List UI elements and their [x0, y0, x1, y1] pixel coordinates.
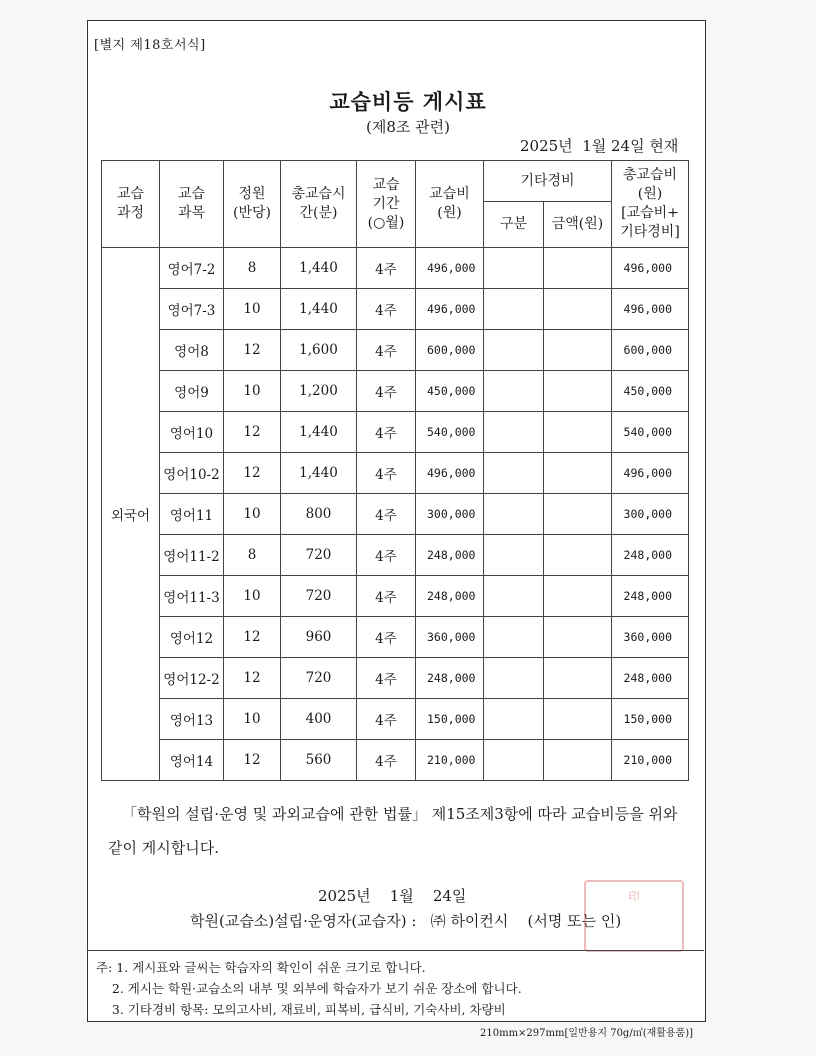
other-kind-cell: [484, 412, 544, 453]
total-fee-cell: 248,000: [612, 535, 689, 576]
fee-cell: 248,000: [416, 658, 484, 699]
other-amount-cell: [544, 494, 612, 535]
fee-cell: 210,000: [416, 740, 484, 781]
hours-cell: 720: [281, 658, 357, 699]
seal-glyph: 印: [628, 890, 640, 903]
table-row: [102, 740, 689, 781]
other-kind-cell: [484, 658, 544, 699]
page-subtitle: (제8조 관련): [366, 118, 450, 136]
period-cell: 4주: [357, 699, 416, 740]
table-row: [102, 453, 689, 494]
form-number: [별지 제18호서식]: [94, 38, 206, 53]
notice-text: 「학원의 설립·운영 및 과외교습에 관한 법률」 제15조제3항에 따라 교습비등을 위와 같이 게시합니다.: [108, 805, 678, 857]
period-cell: 4주: [357, 740, 416, 781]
table-row: [102, 576, 689, 617]
subject-cell: 영어8: [160, 330, 224, 371]
other-kind-cell: [484, 289, 544, 330]
other-amount-cell: [544, 453, 612, 494]
capacity-cell: 10: [224, 699, 281, 740]
header-period: 교습 기간 (○월): [357, 161, 416, 248]
other-kind-cell: [484, 330, 544, 371]
subject-cell: 영어12-2: [160, 658, 224, 699]
header-fee: 교습비 (원): [416, 161, 484, 248]
capacity-cell: 10: [224, 371, 281, 412]
table-row: [102, 248, 689, 289]
hours-cell: 1,440: [281, 453, 357, 494]
footnotes: [96, 957, 522, 1020]
other-amount-cell: [544, 535, 612, 576]
fee-cell: 360,000: [416, 617, 484, 658]
fee-cell: 600,000: [416, 330, 484, 371]
header-total-hours: 총교습시 간(분): [281, 161, 357, 248]
table-row: [102, 535, 689, 576]
total-fee-cell: 210,000: [612, 740, 689, 781]
header-total-fee: 총교습비 (원) [교습비+ 기타경비]: [612, 161, 689, 248]
table-body: [102, 248, 689, 781]
total-fee-cell: 496,000: [612, 289, 689, 330]
hours-cell: 1,440: [281, 289, 357, 330]
page-title: 교습비등 게시표: [329, 90, 487, 114]
table-row: [102, 658, 689, 699]
period-cell: 4주: [357, 576, 416, 617]
period-cell: 4주: [357, 494, 416, 535]
other-amount-cell: [544, 658, 612, 699]
total-fee-cell: 150,000: [612, 699, 689, 740]
period-cell: 4주: [357, 371, 416, 412]
total-fee-cell: 300,000: [612, 494, 689, 535]
period-cell: 4주: [357, 330, 416, 371]
fee-cell: 300,000: [416, 494, 484, 535]
capacity-cell: 12: [224, 412, 281, 453]
fee-cell: 496,000: [416, 289, 484, 330]
other-kind-cell: [484, 535, 544, 576]
hours-cell: 1,200: [281, 371, 357, 412]
capacity-cell: 8: [224, 535, 281, 576]
capacity-cell: 10: [224, 576, 281, 617]
other-amount-cell: [544, 412, 612, 453]
period-cell: 4주: [357, 412, 416, 453]
period-cell: 4주: [357, 658, 416, 699]
other-kind-cell: [484, 740, 544, 781]
capacity-cell: 8: [224, 248, 281, 289]
fee-cell: 248,000: [416, 535, 484, 576]
capacity-cell: 12: [224, 658, 281, 699]
hours-cell: 1,600: [281, 330, 357, 371]
footnote-1: 주: 1. 게시표와 글씨는 학습자의 확인이 쉬운 크기로 합니다.: [96, 960, 426, 975]
signature-date: 2025년 1월 24일: [318, 887, 467, 905]
other-kind-cell: [484, 453, 544, 494]
table-row: [102, 371, 689, 412]
total-fee-cell: 450,000: [612, 371, 689, 412]
header-other-fees: 기타경비: [484, 161, 612, 202]
total-fee-cell: 540,000: [612, 412, 689, 453]
total-fee-cell: 496,000: [612, 248, 689, 289]
table-row: [102, 289, 689, 330]
other-amount-cell: [544, 248, 612, 289]
capacity-cell: 10: [224, 289, 281, 330]
other-amount-cell: [544, 330, 612, 371]
hours-cell: 720: [281, 576, 357, 617]
fee-cell: 540,000: [416, 412, 484, 453]
other-kind-cell: [484, 699, 544, 740]
seal-stamp: [584, 880, 684, 952]
header-course: 교습 과정: [102, 161, 160, 248]
subject-cell: 영어7-3: [160, 289, 224, 330]
other-kind-cell: [484, 576, 544, 617]
period-cell: 4주: [357, 617, 416, 658]
hours-cell: 800: [281, 494, 357, 535]
subject-cell: 영어9: [160, 371, 224, 412]
total-fee-cell: 248,000: [612, 658, 689, 699]
subject-cell: 영어11-2: [160, 535, 224, 576]
period-cell: 4주: [357, 289, 416, 330]
paper-spec: 210mm×297mm[일반용지 70g/㎡(재활용품)]: [480, 1028, 694, 1039]
other-amount-cell: [544, 740, 612, 781]
subject-cell: 영어12: [160, 617, 224, 658]
hours-cell: 960: [281, 617, 357, 658]
hours-cell: 720: [281, 535, 357, 576]
hours-cell: 560: [281, 740, 357, 781]
fee-cell: 450,000: [416, 371, 484, 412]
hours-cell: 400: [281, 699, 357, 740]
other-amount-cell: [544, 289, 612, 330]
other-kind-cell: [484, 494, 544, 535]
header-other-amount: 금액(원): [544, 202, 612, 248]
capacity-cell: 12: [224, 740, 281, 781]
course-cell: 외국어: [102, 248, 160, 781]
hours-cell: 1,440: [281, 248, 357, 289]
total-fee-cell: 600,000: [612, 330, 689, 371]
other-amount-cell: [544, 617, 612, 658]
fee-cell: 496,000: [416, 453, 484, 494]
capacity-cell: 12: [224, 453, 281, 494]
footnote-3: 3. 기타경비 항목: 모의고사비, 재료비, 피복비, 급식비, 기숙사비, 차량비: [96, 1002, 506, 1017]
capacity-cell: 12: [224, 617, 281, 658]
period-cell: 4주: [357, 248, 416, 289]
table-row: [102, 617, 689, 658]
table-row: [102, 699, 689, 740]
subject-cell: 영어7-2: [160, 248, 224, 289]
hours-cell: 1,440: [281, 412, 357, 453]
other-amount-cell: [544, 699, 612, 740]
period-cell: 4주: [357, 453, 416, 494]
as-of-date: 2025년 1월 24일 현재: [520, 137, 679, 155]
footnote-2: 2. 게시는 학원·교습소의 내부 및 외부에 학습자가 보기 쉬운 장소에 합니다.: [96, 981, 522, 996]
footer-divider: [87, 950, 704, 951]
signature-line: 학원(교습소)설립·운영자(교습자) : ㈜ 하이컨시 (서명 또는 인): [190, 912, 622, 930]
total-fee-cell: 360,000: [612, 617, 689, 658]
total-fee-cell: 248,000: [612, 576, 689, 617]
subject-cell: 영어11: [160, 494, 224, 535]
total-fee-cell: 496,000: [612, 453, 689, 494]
fee-cell: 150,000: [416, 699, 484, 740]
fee-cell: 248,000: [416, 576, 484, 617]
subject-cell: 영어13: [160, 699, 224, 740]
header-subject: 교습 과목: [160, 161, 224, 248]
table-row: [102, 412, 689, 453]
subject-cell: 영어11-3: [160, 576, 224, 617]
capacity-cell: 12: [224, 330, 281, 371]
other-amount-cell: [544, 371, 612, 412]
fee-table: [101, 160, 689, 781]
capacity-cell: 10: [224, 494, 281, 535]
period-cell: 4주: [357, 535, 416, 576]
table-row: [102, 494, 689, 535]
header-capacity: 정원 (반당): [224, 161, 281, 248]
other-kind-cell: [484, 248, 544, 289]
subject-cell: 영어14: [160, 740, 224, 781]
header-other-kind: 구분: [484, 202, 544, 248]
subject-cell: 영어10-2: [160, 453, 224, 494]
other-amount-cell: [544, 576, 612, 617]
subject-cell: 영어10: [160, 412, 224, 453]
fee-cell: 496,000: [416, 248, 484, 289]
other-kind-cell: [484, 617, 544, 658]
other-kind-cell: [484, 371, 544, 412]
table-row: [102, 330, 689, 371]
